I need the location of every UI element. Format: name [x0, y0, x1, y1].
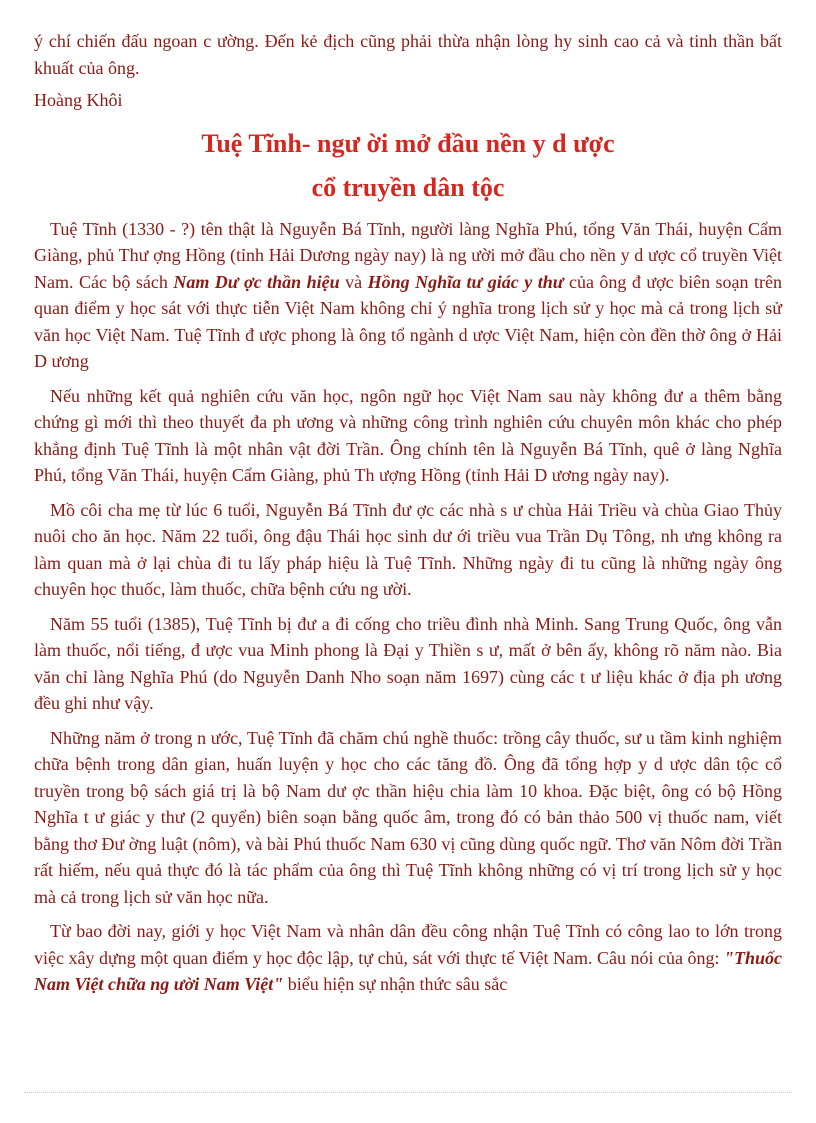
- paragraph-1-text-a: Tuệ Tĩnh (1330 - ?) tên thật là Nguyễn Bá Tĩnh, người làng Nghĩa Phú, tổng Văn Thái, huyện Cẩm Giàng, phủ Thư ợng Hồng (tỉnh Hải Dương ngày nay) là ng ười mở đầu cho nền y d ược cổ truyền Việt Nam. Các bộ sách: [34, 218, 782, 292]
- book-title-nam-duoc: Nam Dư ợc thần hiệu: [173, 271, 340, 292]
- paragraph-4: Năm 55 tuổi (1385), Tuệ Tĩnh bị đư a đi cống cho triều đình nhà Minh. Sang Trung Quốc, ông vẫn làm thuốc, nổi tiếng, đ ược vua Minh phong là Đại y Thiền s ư, mất ở bên ấy, không rõ năm nào. Bia văn chỉ làng Nghĩa Phú (do Nguyễn Danh Nho soạn năm 1697) cùng các t ư liệu khác ở địa ph ương đều ghi như vậy.: [34, 613, 782, 713]
- quote-thuoc-nam: "Thuốc Nam Việt chữa ng ười Nam Việt": [34, 947, 782, 994]
- lead-paragraph: ý chí chiến đấu ngoan c ường. Đến kẻ địch cũng phải thừa nhận lòng hy sinh cao cả và tinh thần bất khuất của ông.: [34, 31, 782, 78]
- document-page: [34, 28, 782, 1006]
- title-line-1: Tuệ Tĩnh- ngư ời mở đầu nền y d ược: [201, 128, 615, 158]
- paragraph-6-text-c: biểu hiện sự nhận thức sâu sắc: [283, 974, 508, 994]
- paragraph-2: Nếu những kết quả nghiên cứu văn học, ngôn ngữ học Việt Nam sau này không đư a thêm bằng chứng gì mới thì theo thuyết đa ph ương và những công trình nghiên cứu chuyên môn khác cho phép khẳng định Tuệ Tĩnh là một nhân vật đời Trần. Ông chính tên là Nguyễn Bá Tĩnh, quê ở làng Nghĩa Phú, tổng Văn Thái, huyện Cẩm Giàng, phủ Th ượng Hồng (tỉnh Hải D ương ngày nay).: [34, 385, 782, 485]
- paragraph-5: Những năm ở trong n ước, Tuệ Tĩnh đã chăm chú nghề thuốc: trồng cây thuốc, sư u tầm kinh nghiệm chữa bệnh trong dân gian, huấn luyện y học cho các tăng đồ. Ông đã tổng hợp y d ược dân tộc cổ truyền trong bộ sách giá trị là bộ Nam dư ợc thần hiệu chia làm 10 khoa. Đặc biệt, ông có bộ Hồng Nghĩa t ư giác y thư (2 quyển) biên soạn bằng quốc âm, trong đó có bản thảo 500 vị thuốc nam, viết bằng thơ Đư ờng luật (nôm), và bài Phú thuốc Nam 630 vị cũng dùng quốc ngữ. Thơ văn Nôm đời Trần rất hiếm, nếu quả thực đó là tác phẩm của ông thì Tuệ Tĩnh không những có vị trí trong lịch sử y học mà cả trong lịch sử văn học nữa.: [34, 727, 782, 907]
- title-line-2: cổ truyền dân tộc: [311, 172, 505, 202]
- page-bottom-divider: [24, 1092, 792, 1093]
- paragraph-6-text-a: Từ bao đời nay, giới y học Việt Nam và nhân dân đều công nhận Tuệ Tĩnh có công lao to lớn trong việc xây dựng một quan điểm y học độc lập, tự chủ, sát với thực tế Việt Nam. Câu nói của ông:: [34, 921, 782, 968]
- author-name: Hoàng Khôi: [34, 90, 123, 110]
- paragraph-1-text-c: và: [339, 271, 368, 292]
- paragraph-1-text-e: của ông đ ược biên soạn trên quan điểm y học sát với thực tiễn Việt Nam không chỉ ý nghĩa trong lịch sử y học mà cả trong lịch sử văn học Việt Nam. Tuệ Tĩnh đ ược phong là ông tổ ngành d ược Việt Nam, hiện còn đền thờ ông ở Hải D ương: [34, 271, 782, 371]
- article-title: [34, 122, 782, 210]
- paragraph-3: Mồ côi cha mẹ từ lúc 6 tuổi, Nguyễn Bá Tĩnh đư ợc các nhà s ư chùa Hải Triều và chùa Giao Thủy nuôi cho ăn học. Năm 22 tuổi, ông đậu Thái học sinh dư ới triều vua Trần Dụ Tông, nh ưng không ra làm quan mà ở lại chùa đi tu lấy pháp hiệu là Tuệ Tĩnh. Những ngày đi tu cũng là những ngày ông chuyên học thuốc, làm thuốc, chữa bệnh cứu ng ười.: [34, 499, 782, 599]
- book-title-hong-nghia: Hồng Nghĩa tư giác y thư: [367, 271, 564, 292]
- paragraph-1: [34, 216, 782, 375]
- paragraph-6: [34, 918, 782, 998]
